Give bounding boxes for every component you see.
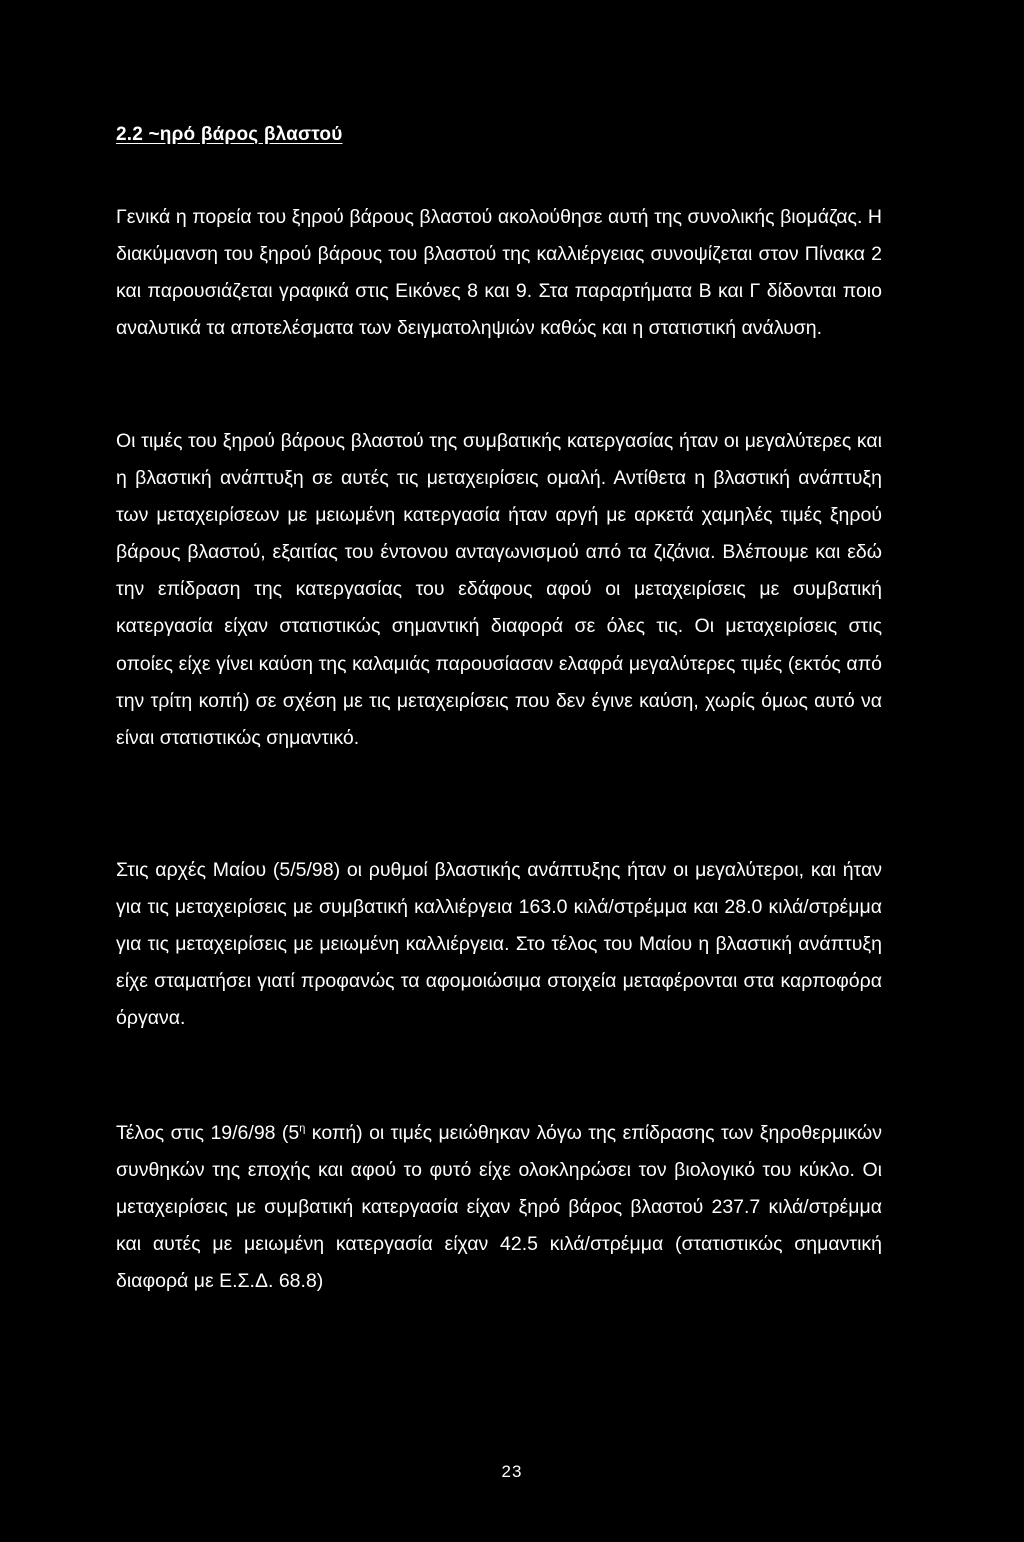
document-page <box>116 112 883 1293</box>
ordinal-superscript: η <box>299 1122 306 1135</box>
paragraph-1: Γενικά η πορεία του ξηρού βάρους βλαστού ακολούθησε αυτή της συνολικής βιομάζας. Η διακύμανση του ξηρού βάρους του βλαστού της καλλιέργειας συνοψίζεται στον Πίνακα 2 και παρουσιάζεται γραφικά στις Εικόνες 8 και 9. Στα παραρτήματα Β και Γ δίδονται ποιο αναλυτικά τα αποτελέσματα των δειγματοληψιών καθώς και η στατιστική ανάλυση. <box>116 206 882 340</box>
section-heading: 2.2 ~ηρό βάρος βλαστού <box>116 124 343 145</box>
paragraph-4-text-start: Τέλος στις 19/6/98 (5 <box>116 1122 300 1144</box>
paragraph-4-text-end: κοπή) οι τιμές μειώθηκαν λόγω της επίδρασης των ξηροθερμικών συνθηκών της εποχής και αφού το φυτό είχε ολοκληρώσει τον βιολογικό του κύκλο. Οι μεταχειρίσεις με συμβατική κατεργασία είχαν ξηρό βάρος βλαστού 237.7 κιλά/στρέμμα και αυτές με μειωμένη κατεργασία είχαν 42.5 κιλά/στρέμμα (στατιστικώς σημαντική διαφορά με Ε.Σ.Δ. 68.8) <box>116 1122 883 1293</box>
paragraph-4 <box>116 1115 882 1300</box>
paragraph-2: Οι τιμές του ξηρού βάρους βλαστού της συμβατικής κατεργασίας ήταν οι μεγαλύτερες και η βλαστική ανάπτυξη σε αυτές τις μεταχειρίσεις ομαλή. Αντίθετα η βλαστική ανάπτυξη των μεταχειρίσεων με μειωμένη κατεργασία ήταν αργή με αρκετά χαμηλές τιμές ξηρού βάρους βλαστού, εξαιτίας του έντονου ανταγωνισμού από τα ζιζάνια. Βλέπουμε και εδώ την επίδραση της κατεργασίας του εδάφους αφού οι μεταχειρίσεις με συμβατική κατεργασία είχαν στατιστικώς σημαντική διαφορά σε όλες τις. Οι μεταχειρίσεις στις οποίες είχε γίνει καύση της καλαμιάς παρουσίασαν ελαφρά μεγαλύτερες τιμές (εκτός από την τρίτη κοπή) σε σχέση με τις μεταχειρίσεις που δεν έγινε καύση, χωρίς όμως αυτό να είναι στατιστικώς σημαντικό. <box>116 430 882 749</box>
paragraph-3: Στις αρχές Μαίου (5/5/98) οι ρυθμοί βλαστικής ανάπτυξης ήταν οι μεγαλύτεροι, και ήταν για τις μεταχειρίσεις με συμβατική καλλιέργεια 163.0 κιλά/στρέμμα και 28.0 κιλά/στρέμμα για τις μεταχειρίσεις με μειωμένη καλλιέργεια. Στο τέλος του Μαίου η βλαστική ανάπτυξη είχε σταματήσει γιατί προφανώς τα αφομοιώσιμα στοιχεία μεταφέρονται στα καρποφόρα όργανα. <box>116 859 882 1030</box>
page-number: 23 <box>501 1462 523 1481</box>
